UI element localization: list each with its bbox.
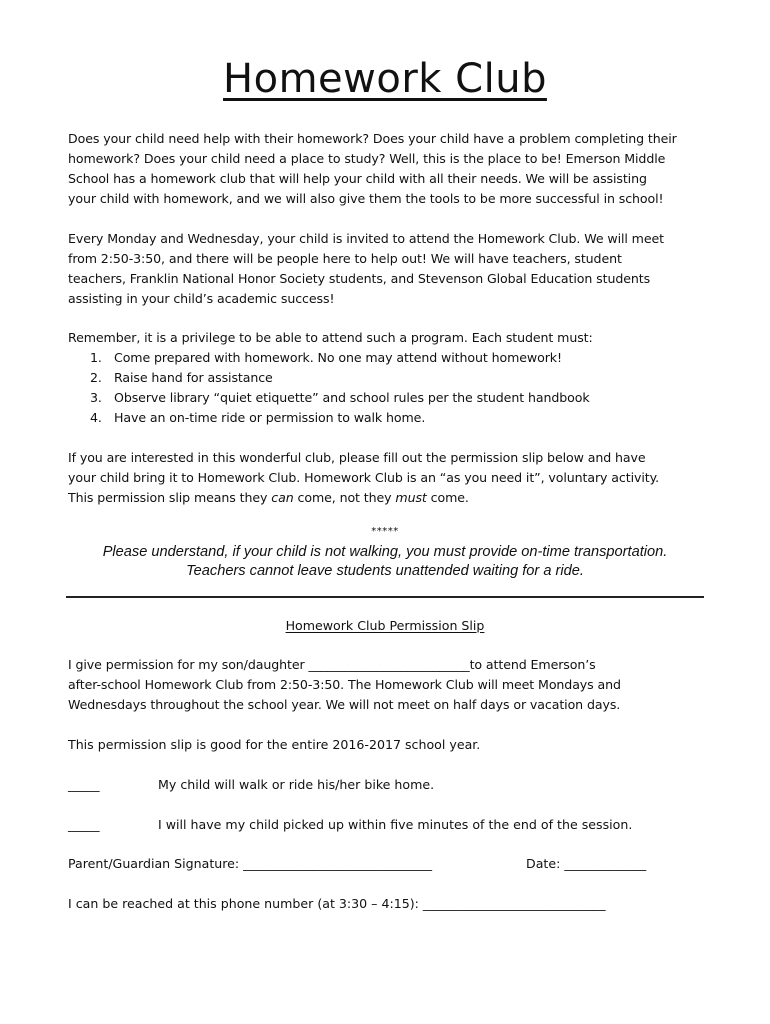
note-line: Teachers cannot leave students unattended waiting for a ride.: [186, 563, 584, 579]
interest-line: If you are interested in this wonderful club, please fill out the permission slip below and have: [68, 450, 646, 465]
schedule-line: from 2:50-3:50, and there will be people here to help out! We will have teachers, student: [68, 251, 622, 266]
schedule-line: teachers, Franklin National Honor Society students, and Stevenson Global Education students: [68, 271, 651, 286]
schedule-line: Every Monday and Wednesday, your child is invited to attend the Homework Club. We will meet: [68, 231, 664, 246]
rule-item: [68, 368, 708, 388]
interest-text: This permission slip means they: [68, 490, 272, 505]
phone-field[interactable]: I can be reached at this phone number (at 3:30 – 4:15): _____________________________: [68, 896, 606, 911]
pickup-option-label: I will have my child picked up within five minutes of the end of the session.: [158, 817, 633, 832]
section-stars: *****: [371, 526, 399, 537]
emphasis-must: must: [395, 490, 427, 505]
interest-line: [68, 488, 708, 508]
interest-line: your child bring it to Homework Club. Homework Club is an “as you need it”, voluntary activity.: [68, 470, 660, 485]
walk-checkbox-blank[interactable]: _____: [68, 777, 100, 792]
rule-item: [68, 348, 708, 368]
intro-paragraph: [68, 129, 708, 209]
rules-section: [68, 328, 708, 428]
intro-line: Does your child need help with their homework? Does your child have a problem completing their: [68, 131, 677, 146]
permission-line: I give permission for my son/daughter __________________________to attend Emerson’s: [68, 657, 596, 672]
schedule-line: assisting in your child’s academic success!: [68, 291, 335, 306]
rule-number: 2.: [90, 370, 102, 385]
rule-text: Have an on-time ride or permission to walk home.: [114, 410, 426, 425]
interest-text: come.: [426, 490, 469, 505]
schedule-paragraph: [68, 229, 708, 309]
intro-line: homework? Does your child need a place to study? Well, this is the place to be! Emerson Middle: [68, 151, 666, 166]
permission-line: Wednesdays throughout the school year. We will not meet on half days or vacation days.: [68, 697, 621, 712]
intro-line: School has a homework club that will help your child with all their needs. We will be assisting: [68, 171, 647, 186]
rule-text: Raise hand for assistance: [114, 370, 273, 385]
intro-line: your child with homework, and we will also give them the tools to be more successful in school!: [68, 191, 664, 206]
rule-text: Come prepared with homework. No one may attend without homework!: [114, 350, 562, 365]
rule-text: Observe library “quiet etiquette” and school rules per the student handbook: [114, 390, 590, 405]
interest-text: come, not they: [293, 490, 396, 505]
validity-text: This permission slip is good for the entire 2016-2017 school year.: [68, 737, 481, 752]
rule-item: [68, 408, 708, 428]
permission-line: after-school Homework Club from 2:50-3:50. The Homework Club will meet Mondays and: [68, 677, 621, 692]
emphasis-can: can: [271, 490, 294, 505]
rules-list: [68, 348, 708, 428]
walk-option-label: My child will walk or ride his/her bike home.: [158, 777, 435, 792]
interest-paragraph: [68, 448, 708, 508]
pickup-checkbox-blank[interactable]: _____: [68, 817, 100, 832]
signature-field[interactable]: Parent/Guardian Signature: ______________________________: [68, 856, 433, 871]
note-line: Please understand, if your child is not walking, you must provide on-time transportation.: [102, 544, 668, 560]
slip-title: Homework Club Permission Slip: [285, 618, 485, 633]
rule-number: 1.: [90, 350, 102, 365]
permission-paragraph: [68, 655, 708, 715]
rules-lead: Remember, it is a privilege to be able to attend such a program. Each student must:: [68, 330, 593, 345]
date-field[interactable]: Date: _____________: [526, 856, 647, 871]
section-divider: [66, 596, 704, 598]
rule-number: 4.: [90, 410, 102, 425]
rule-number: 3.: [90, 390, 102, 405]
transportation-note: [0, 543, 770, 581]
page-title: Homework Club: [223, 56, 547, 102]
rule-item: [68, 388, 708, 408]
